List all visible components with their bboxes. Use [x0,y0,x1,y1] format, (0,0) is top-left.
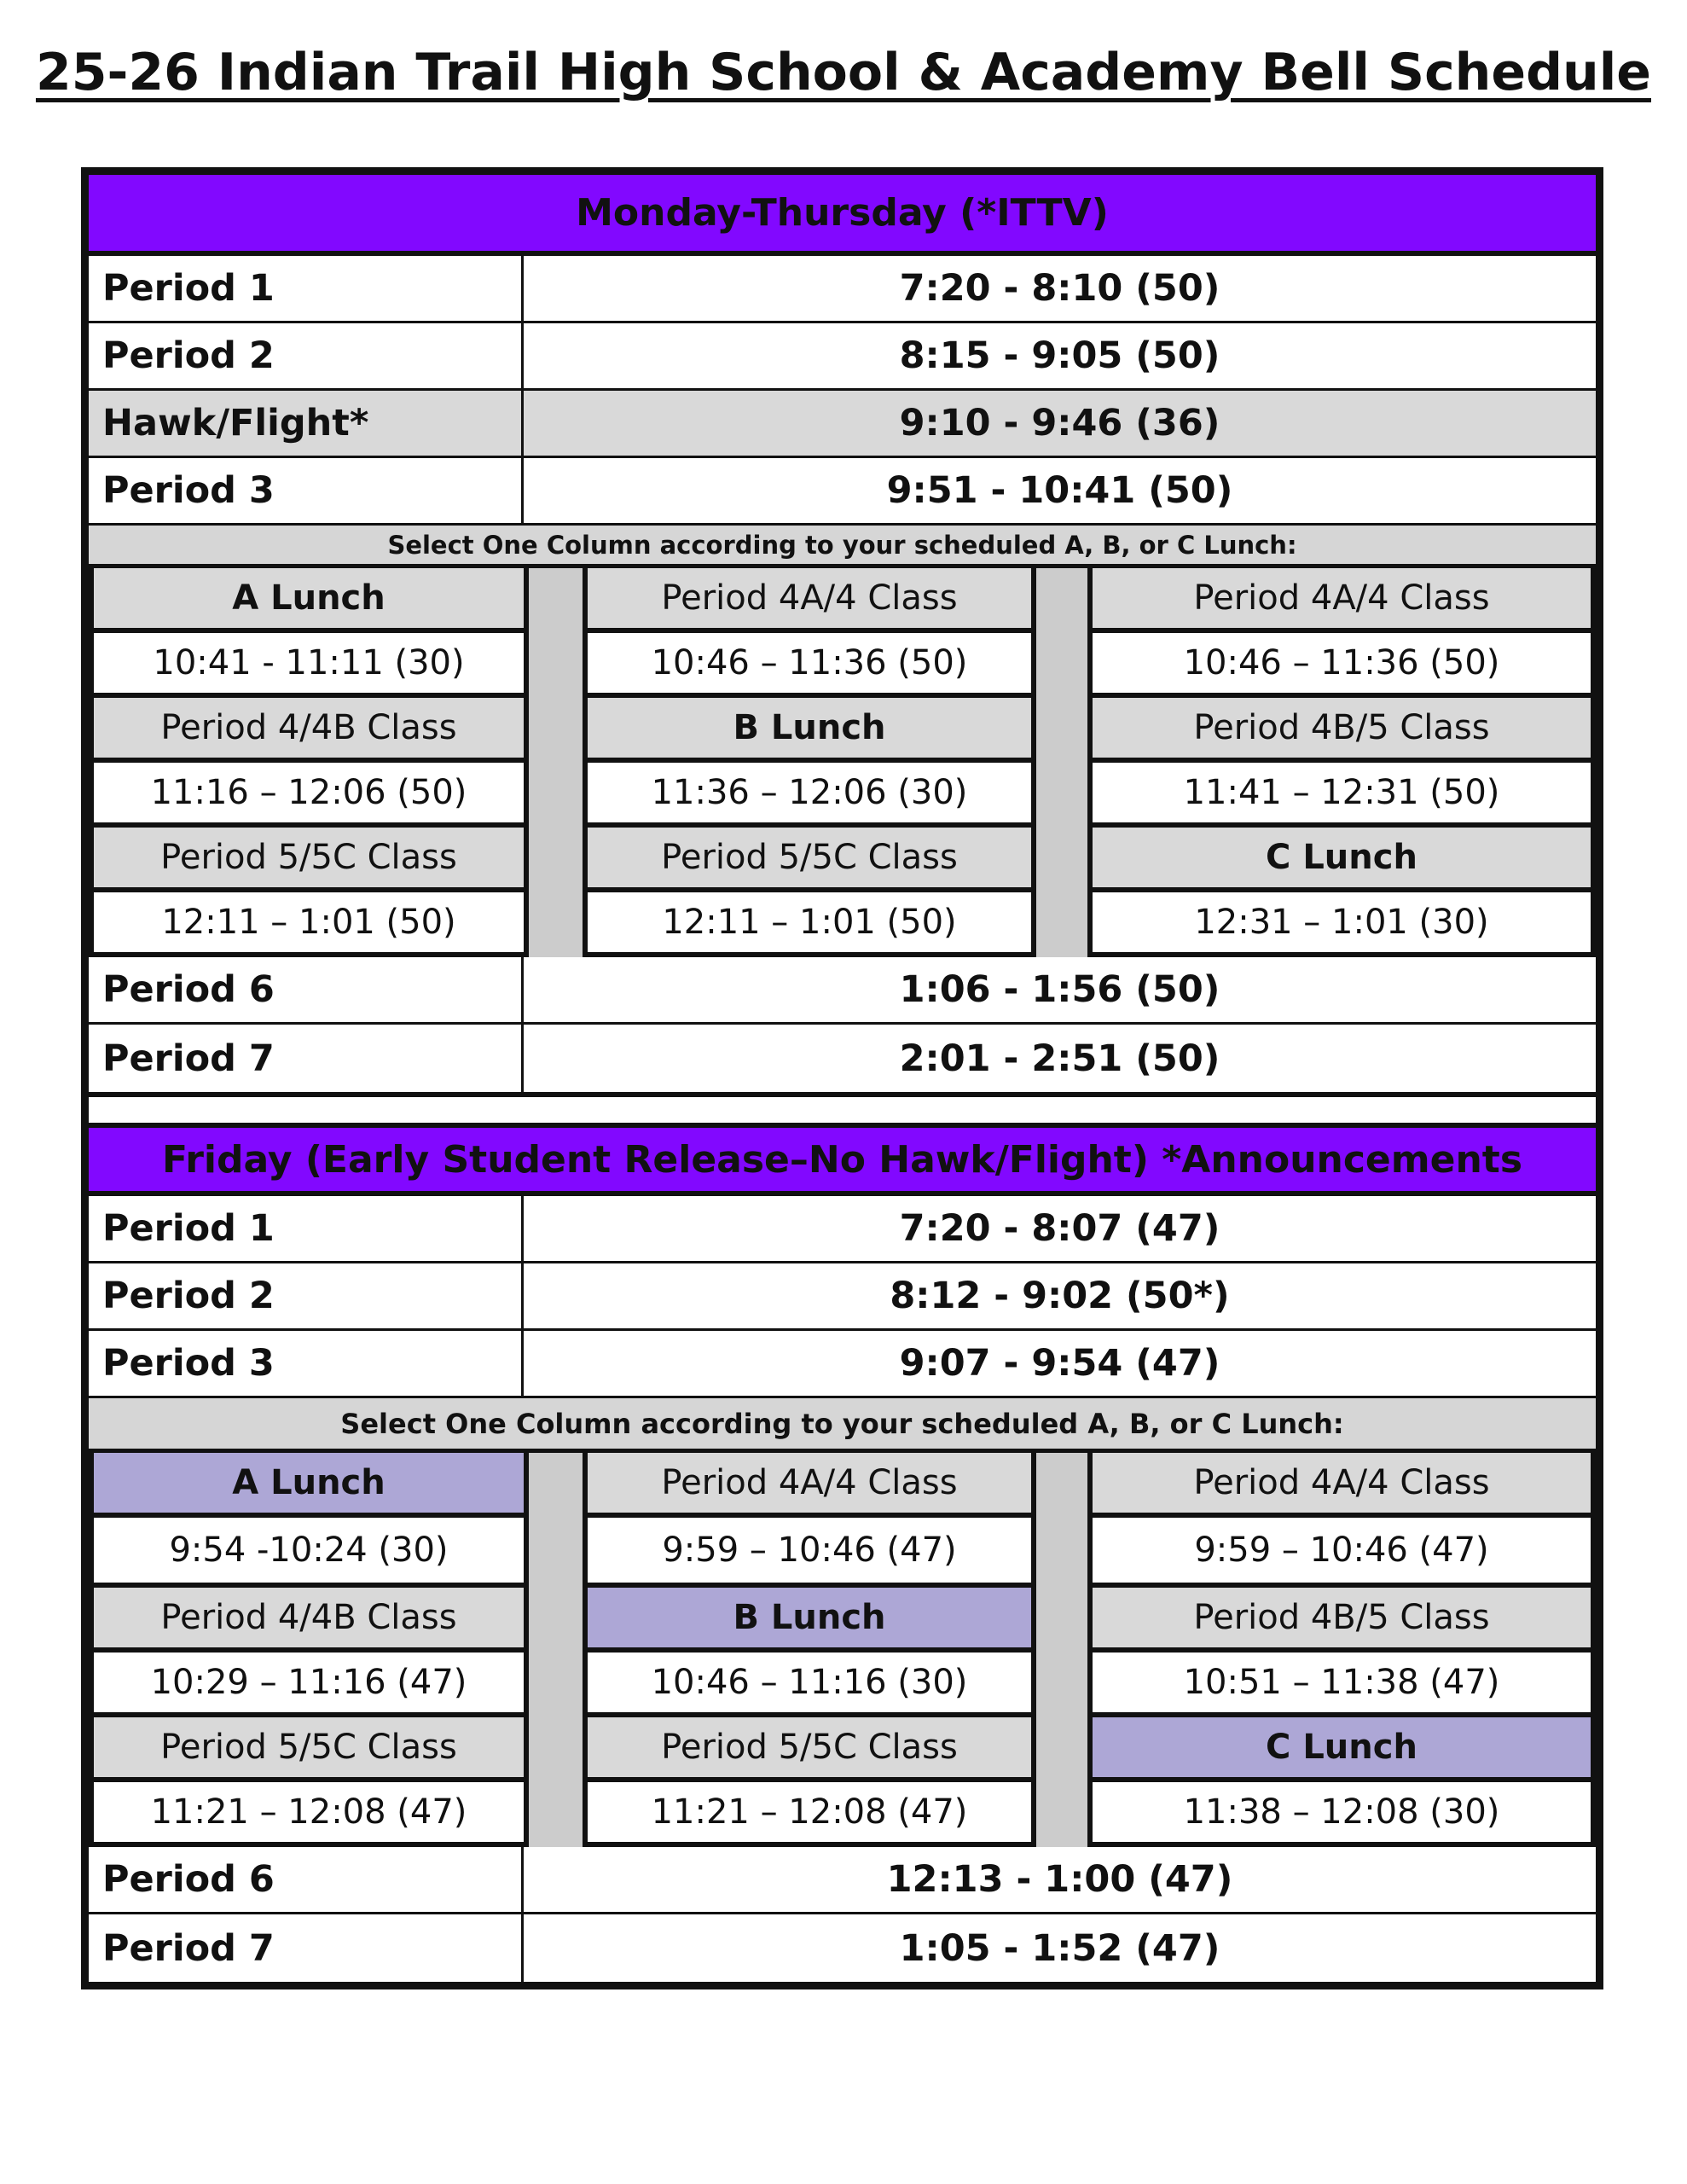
c-lunch-cell: C Lunch [1087,828,1596,892]
period-time: 2:01 - 2:51 (50) [899,1037,1220,1080]
a-lunch-cell: A Lunch [89,568,529,633]
lunch-time-cell: 12:31 – 1:01 (30) [1087,892,1596,957]
hawk-flight-time: 9:10 - 9:46 (36) [524,391,1596,458]
period-label: Period 7 [89,1914,524,1982]
lunch-time-cell: 12:11 – 1:01 (50) [583,892,1036,957]
lunch-time-cell: 10:46 – 11:36 (50) [583,633,1036,698]
lunch-time-cell: 12:11 – 1:01 (50) [89,892,529,957]
class-cell: Period 5/5C Class [89,1717,529,1782]
period-time: 7:20 - 8:10 (50) [524,256,1596,323]
lunch-time-cell: 10:51 – 11:38 (47) [1087,1653,1596,1717]
hawk-flight-label: Hawk/Flight* [89,391,524,458]
lunch-time-cell: 10:46 – 11:16 (30) [583,1653,1036,1717]
class-cell: Period 4B/5 Class [1087,698,1596,763]
lunch-time-cell: 11:16 – 12:06 (50) [89,763,529,828]
period-label: Period 1 [89,256,524,323]
lunch-select-note: Select One Column according to your scheduled A, B, or C Lunch: [89,1398,1596,1453]
schedule-table [81,167,1603,1989]
b-lunch-cell: B Lunch [583,1588,1036,1653]
period-label: Period 6 [89,957,524,1025]
class-cell: Period 4/4B Class [89,1588,529,1653]
period-time: 1:06 - 1:56 (50) [524,957,1596,1025]
period-label: Period 3 [89,458,524,526]
page-title: 25-26 Indian Trail High School & Academy Bell Schedule [35,43,1651,102]
lunch-select-note: Select One Column according to your scheduled A, B, or C Lunch: [89,526,1596,568]
period-label: Period 3 [89,1331,524,1398]
column-gap [1036,568,1087,957]
friday-header: Friday (Early Student Release–No Hawk/Flight) *Announcements [89,1128,1596,1196]
lunch-time-cell: 10:46 – 11:36 (50) [1087,633,1596,698]
b-lunch-cell: B Lunch [583,698,1036,763]
lunch-time-cell: 11:38 – 12:08 (30) [1087,1782,1596,1847]
column-gap [529,1453,583,1847]
period-label: Period 2 [89,1263,524,1331]
class-cell: Period 4/4B Class [89,698,529,763]
class-cell: Period 4A/4 Class [1087,1453,1596,1518]
period-time: 7:20 - 8:07 (47) [524,1196,1596,1263]
period-time: 9:51 - 10:41 (50) [524,458,1596,526]
class-cell: Period 4B/5 Class [1087,1588,1596,1653]
class-cell: Period 5/5C Class [89,828,529,892]
lunch-time-cell: 9:59 – 10:46 (47) [1087,1518,1596,1588]
period-time: 8:12 - 9:02 (50*) [524,1263,1596,1331]
period-label: Period 2 [89,323,524,391]
class-cell: Period 4A/4 Class [583,568,1036,633]
lunch-time-cell: 10:29 – 11:16 (47) [89,1653,529,1717]
period-label: Period 6 [89,1847,524,1914]
lunch-time-cell: 11:41 – 12:31 (50) [1087,763,1596,828]
class-cell: Period 4A/4 Class [583,1453,1036,1518]
section-separator [89,1092,1596,1128]
period-label: Period 7 [89,1025,524,1092]
column-gap [1036,1453,1087,1847]
lunch-time-cell: 9:59 – 10:46 (47) [583,1518,1036,1588]
period-time: 1:05 - 1:52 (47) [899,1926,1220,1970]
lunch-time-cell: 10:41 - 11:11 (30) [89,633,529,698]
class-cell: Period 5/5C Class [583,1717,1036,1782]
column-gap [529,568,583,957]
period-time: 9:07 - 9:54 (47) [524,1331,1596,1398]
lunch-time-cell: 11:21 – 12:08 (47) [89,1782,529,1847]
mon-thu-header: Monday-Thursday (*ITTV) [89,175,1596,256]
lunch-time-cell: 11:21 – 12:08 (47) [583,1782,1036,1847]
lunch-time-cell: 9:54 -10:24 (30) [89,1518,529,1588]
period-label: Period 1 [89,1196,524,1263]
a-lunch-cell: A Lunch [89,1453,529,1518]
period-time: 12:13 - 1:00 (47) [524,1847,1596,1914]
lunch-time-cell: 11:36 – 12:06 (30) [583,763,1036,828]
period-time: 8:15 - 9:05 (50) [524,323,1596,391]
c-lunch-cell: C Lunch [1087,1717,1596,1782]
class-cell: Period 4A/4 Class [1087,568,1596,633]
class-cell: Period 5/5C Class [583,828,1036,892]
